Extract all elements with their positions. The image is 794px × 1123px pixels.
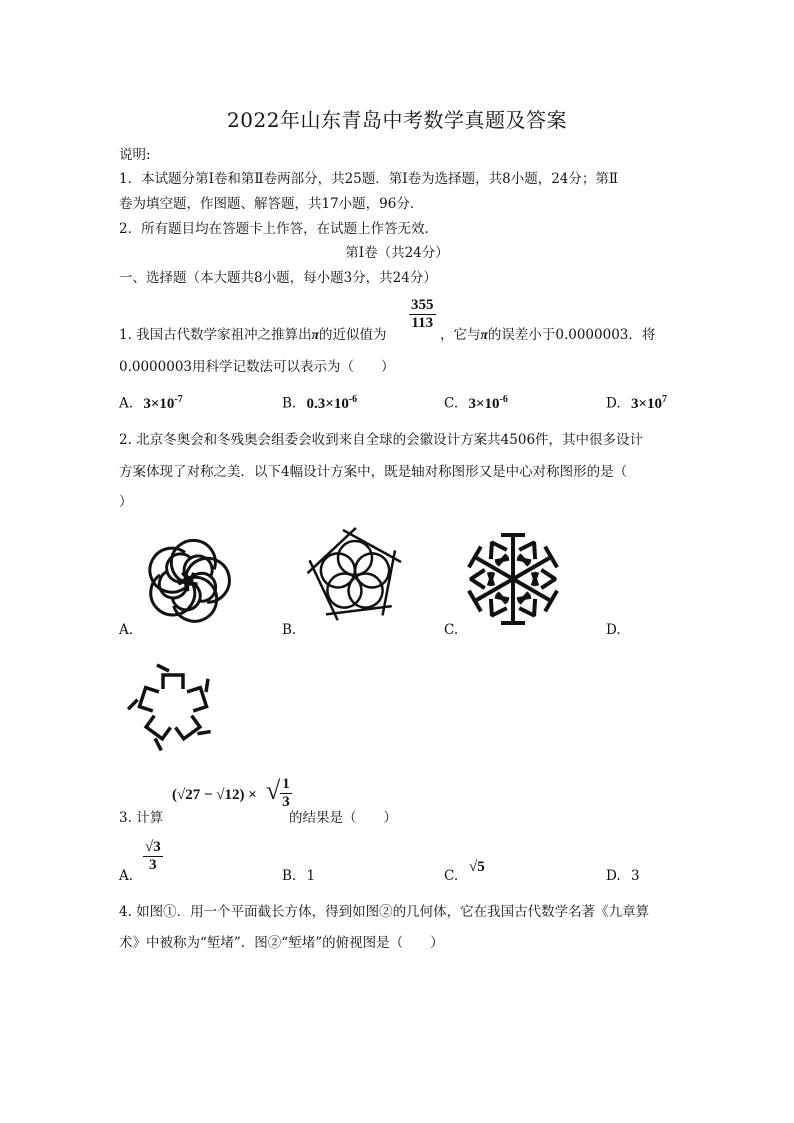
q2-option-b-label[interactable]: B. [282, 622, 297, 638]
fraction-denominator: 113 [411, 315, 434, 331]
q1-option-c[interactable]: C. $3\times 10^{-6}$ [444, 394, 508, 412]
question-1-cont [440, 323, 655, 343]
intro-heading: 说明: [119, 147, 151, 163]
intro-line-3: 2．所有题目均在答题卡上作答，在试题上作答无效． [119, 221, 439, 237]
fraction-355-113 [409, 297, 436, 332]
section-part: 一、选择题（本大题共8小题，每小题3分，共24分） [119, 270, 437, 286]
q3-sqrt-denominator: 3 [282, 794, 290, 810]
question-1 [119, 323, 387, 343]
section-heading: 第Ⅰ卷（共24分） [345, 245, 449, 261]
q3-option-a-label[interactable]: A. [119, 868, 134, 884]
intro-line-2: 卷为填空题，作图题、解答题，共17小题，96分． [119, 196, 424, 212]
q3-sqrt-fraction: √ $\frac{1}{3}$ [266, 776, 290, 810]
q1-text-c: ，它与 [440, 327, 481, 343]
q3-option-a-fraction: $\frac{√3}{3}$ [145, 839, 161, 873]
q3-sqrt-numerator: 1 [282, 776, 290, 792]
q3-prefix: 3. 计算 [119, 810, 164, 826]
q3-option-b[interactable]: B. 1 [282, 868, 316, 884]
q3-expression: (√27 − √12) × [172, 787, 257, 803]
q1-option-d[interactable]: D. $3\times 10^7$ [606, 394, 667, 412]
q1-text-b: 的近似值为 [319, 327, 387, 343]
q1-text-a: 1. 我国古代数学家祖冲之推算出 [119, 327, 312, 343]
emblem-c-image [463, 527, 563, 631]
q2-line-1: 2. 北京冬奥会和冬残奥会组委会收到来自全球的会徽设计方案共4506件，其中很多设计 [119, 432, 644, 448]
pi-symbol: π [311, 327, 320, 342]
q1-line-2: 0.0000003用科学记数法可以表示为（ ） [119, 359, 395, 375]
q1-text-d: 的误差小于0.0000003．将 [487, 327, 656, 343]
q3-option-c-label[interactable]: C. [444, 868, 459, 884]
q2-line-3: ） [119, 494, 133, 510]
q3-option-c-value: √5 [469, 859, 485, 875]
page-title: 2022年山东青岛中考数学真题及答案 [227, 108, 567, 132]
fraction-numerator: 355 [411, 297, 434, 313]
emblem-b-image [300, 520, 410, 628]
q1-option-b[interactable]: B. $0.3\times 10^{-6}$ [282, 394, 358, 412]
q2-line-2: 方案体现了对称之美．以下4幅设计方案中，既是轴对称图形又是中心对称图形的是（ [119, 464, 628, 480]
intro-line-1: 1．本试题分第Ⅰ卷和第Ⅱ卷两部分，共25题．第Ⅰ卷为选择题，共8小题，24分；第Ⅱ [119, 171, 619, 187]
q3-option-d[interactable]: D. 3 [606, 868, 640, 884]
q4-line-1: 4. 如图①．用一个平面截长方体，得到如图②的几何体，它在我国古代数学名著《九章算 [119, 904, 650, 920]
q3-suffix: 的结果是（ ） [289, 810, 397, 826]
q2-option-c-label[interactable]: C. [444, 622, 459, 638]
pi-symbol-2: π [480, 327, 488, 342]
emblem-a-image [132, 527, 244, 635]
q2-option-d-label[interactable]: D. [606, 622, 621, 638]
q1-option-a[interactable]: A. $3\times 10^{-7}$ [119, 394, 183, 412]
q4-line-2: 术》中被称为“堑堵”．图②“堑堵”的俯视图是（ ） [119, 935, 444, 951]
q2-option-a-label[interactable]: A. [119, 622, 134, 638]
emblem-d-image [118, 650, 228, 760]
